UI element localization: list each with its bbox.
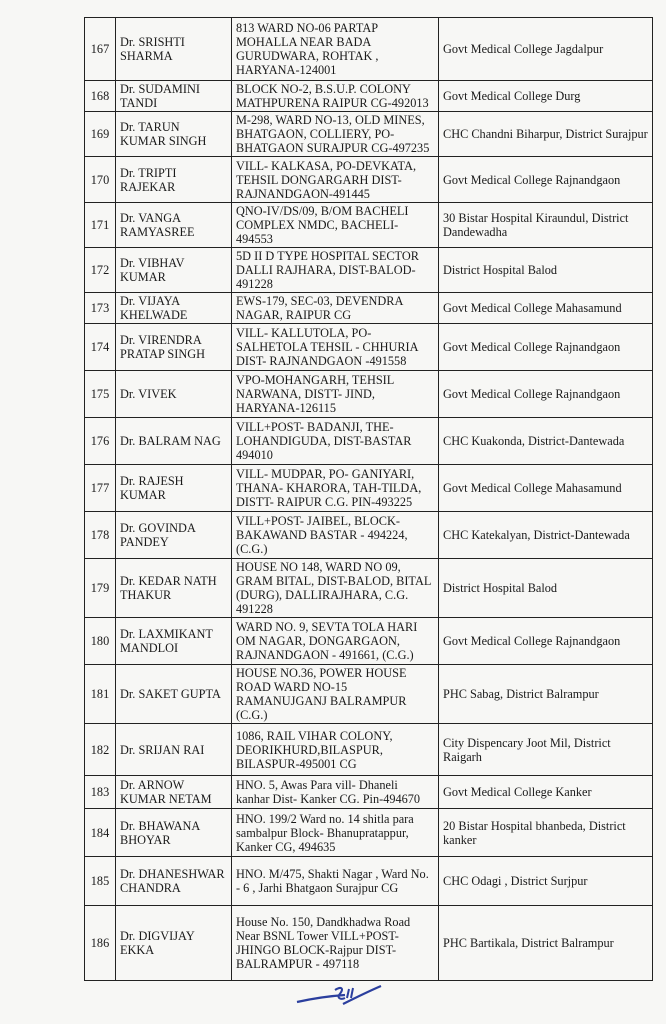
doctor-name-cell: Dr. SRIJAN RAI bbox=[116, 724, 232, 776]
serial-number-cell: 176 bbox=[85, 418, 116, 465]
address-cell: WARD NO. 9, SEVTA TOLA HARI OM NAGAR, DONGARGAON, RAJNANDGAON - 491661, (C.G.) bbox=[232, 618, 439, 665]
posting-cell: CHC Odagi , District Surjpur bbox=[439, 857, 653, 906]
table-row bbox=[85, 809, 653, 857]
address-cell: BLOCK NO-2, B.S.U.P. COLONY MATHPURENA RAIPUR CG-492013 bbox=[232, 81, 439, 112]
doctor-name-cell: Dr. KEDAR NATH THAKUR bbox=[116, 559, 232, 618]
posting-cell: CHC Chandni Biharpur, District Surajpur bbox=[439, 112, 653, 157]
posting-cell: Govt Medical College Durg bbox=[439, 81, 653, 112]
posting-cell: Govt Medical College Rajnandgaon bbox=[439, 157, 653, 203]
table-row bbox=[85, 418, 653, 465]
posting-cell: CHC Kuakonda, District-Dantewada bbox=[439, 418, 653, 465]
address-cell: HNO. 199/2 Ward no. 14 shitla para sambalpur Block- Bhanupratappur, Kanker CG, 494635 bbox=[232, 809, 439, 857]
serial-number-cell: 170 bbox=[85, 157, 116, 203]
doctor-name-cell: Dr. ARNOW KUMAR NETAM bbox=[116, 776, 232, 809]
table-row bbox=[85, 157, 653, 203]
address-cell: VPO-MOHANGARH, TEHSIL NARWANA, DISTT- JIND, HARYANA-126115 bbox=[232, 371, 439, 418]
signature bbox=[295, 978, 385, 1010]
address-cell: M-298, WARD NO-13, OLD MINES, BHATGAON, COLLIERY, PO-BHATGAON SURAJPUR CG-497235 bbox=[232, 112, 439, 157]
table-row bbox=[85, 203, 653, 248]
posting-cell: City Dispencary Joot Mil, District Raigarh bbox=[439, 724, 653, 776]
serial-number-cell: 177 bbox=[85, 465, 116, 512]
serial-number-cell: 179 bbox=[85, 559, 116, 618]
posting-cell: CHC Katekalyan, District-Dantewada bbox=[439, 512, 653, 559]
table-row bbox=[85, 559, 653, 618]
doctor-name-cell: Dr. DHANESHWAR CHANDRA bbox=[116, 857, 232, 906]
doctor-name-cell: Dr. BALRAM NAG bbox=[116, 418, 232, 465]
table-row bbox=[85, 293, 653, 324]
serial-number-cell: 173 bbox=[85, 293, 116, 324]
serial-number-cell: 184 bbox=[85, 809, 116, 857]
address-cell: 5D II D TYPE HOSPITAL SECTOR DALLI RAJHARA, DIST-BALOD-491228 bbox=[232, 248, 439, 293]
posting-cell: Govt Medical College Kanker bbox=[439, 776, 653, 809]
address-cell: HOUSE NO.36, POWER HOUSE ROAD WARD NO-15 RAMANUJGANJ BALRAMPUR (C.G.) bbox=[232, 665, 439, 724]
doctor-name-cell: Dr. SRISHTI SHARMA bbox=[116, 18, 232, 81]
address-cell: VILL- MUDPAR, PO- GANIYARI, THANA- KHARORA, TAH-TILDA, DISTT- RAIPUR C.G. PIN-493225 bbox=[232, 465, 439, 512]
serial-number-cell: 185 bbox=[85, 857, 116, 906]
doctor-name-cell: Dr. SUDAMINI TANDI bbox=[116, 81, 232, 112]
table-row bbox=[85, 248, 653, 293]
doctor-name-cell: Dr. VIRENDRA PRATAP SINGH bbox=[116, 324, 232, 371]
address-cell: 1086, RAIL VIHAR COLONY, DEORIKHURD,BILASPUR, BILASPUR-495001 CG bbox=[232, 724, 439, 776]
address-cell: EWS-179, SEC-03, DEVENDRA NAGAR, RAIPUR CG bbox=[232, 293, 439, 324]
doctor-name-cell: Dr. SAKET GUPTA bbox=[116, 665, 232, 724]
serial-number-cell: 182 bbox=[85, 724, 116, 776]
serial-number-cell: 178 bbox=[85, 512, 116, 559]
posting-cell: 20 Bistar Hospital bhanbeda, District kanker bbox=[439, 809, 653, 857]
doctor-name-cell: Dr. VANGA RAMYASREE bbox=[116, 203, 232, 248]
doctor-name-cell: Dr. TRIPTI RAJEKAR bbox=[116, 157, 232, 203]
table-row bbox=[85, 465, 653, 512]
doctor-name-cell: Dr. RAJESH KUMAR bbox=[116, 465, 232, 512]
address-cell: VILL+POST- JAIBEL, BLOCK-BAKAWAND BASTAR - 494224, (C.G.) bbox=[232, 512, 439, 559]
serial-number-cell: 180 bbox=[85, 618, 116, 665]
table-row bbox=[85, 906, 653, 981]
posting-cell: District Hospital Balod bbox=[439, 248, 653, 293]
address-cell: 813 WARD NO-06 PARTAP MOHALLA NEAR BADA GURUDWARA, ROHTAK , HARYANA-124001 bbox=[232, 18, 439, 81]
serial-number-cell: 181 bbox=[85, 665, 116, 724]
address-cell: VILL+POST- BADANJI, THE-LOHANDIGUDA, DIST-BASTAR 494010 bbox=[232, 418, 439, 465]
table-row bbox=[85, 618, 653, 665]
doctor-name-cell: Dr. DIGVIJAY EKKA bbox=[116, 906, 232, 981]
table-row bbox=[85, 665, 653, 724]
address-cell: QNO-IV/DS/09, B/OM BACHELI COMPLEX NMDC, BACHELI-494553 bbox=[232, 203, 439, 248]
posting-cell: Govt Medical College Rajnandgaon bbox=[439, 618, 653, 665]
posting-cell: Govt Medical College Mahasamund bbox=[439, 465, 653, 512]
serial-number-cell: 172 bbox=[85, 248, 116, 293]
address-cell: VILL- KALLUTOLA, PO-SALHETOLA TEHSIL - CHHURIA DIST- RAJNANDGAON -491558 bbox=[232, 324, 439, 371]
doctor-posting-table bbox=[84, 17, 653, 981]
table-row bbox=[85, 371, 653, 418]
doctor-name-cell: Dr. BHAWANA BHOYAR bbox=[116, 809, 232, 857]
serial-number-cell: 175 bbox=[85, 371, 116, 418]
table-row bbox=[85, 776, 653, 809]
address-cell: HOUSE NO 148, WARD NO 09, GRAM BITAL, DIST-BALOD, BITAL (DURG), DALLIRAJHARA, C.G. 491228 bbox=[232, 559, 439, 618]
address-cell: HNO. M/475, Shakti Nagar , Ward No. - 6 , Jarhi Bhatgaon Surajpur CG bbox=[232, 857, 439, 906]
doctor-name-cell: Dr. VIVEK bbox=[116, 371, 232, 418]
table-row bbox=[85, 857, 653, 906]
doctor-name-cell: Dr. TARUN KUMAR SINGH bbox=[116, 112, 232, 157]
table-row bbox=[85, 324, 653, 371]
posting-cell: Govt Medical College Mahasamund bbox=[439, 293, 653, 324]
doctor-name-cell: Dr. LAXMIKANT MANDLOI bbox=[116, 618, 232, 665]
table-row bbox=[85, 18, 653, 81]
doctor-name-cell: Dr. VIBHAV KUMAR bbox=[116, 248, 232, 293]
address-cell: House No. 150, Dandkhadwa Road Near BSNL Tower VILL+POST- JHINGO BLOCK-Rajpur DIST- BALRAMPUR - 497118 bbox=[232, 906, 439, 981]
table-row bbox=[85, 112, 653, 157]
serial-number-cell: 167 bbox=[85, 18, 116, 81]
table-row bbox=[85, 512, 653, 559]
posting-cell: Govt Medical College Jagdalpur bbox=[439, 18, 653, 81]
table-row bbox=[85, 724, 653, 776]
posting-cell: 30 Bistar Hospital Kiraundul, District Dandewadha bbox=[439, 203, 653, 248]
serial-number-cell: 171 bbox=[85, 203, 116, 248]
serial-number-cell: 169 bbox=[85, 112, 116, 157]
posting-cell: District Hospital Balod bbox=[439, 559, 653, 618]
posting-cell: PHC Sabag, District Balrampur bbox=[439, 665, 653, 724]
serial-number-cell: 168 bbox=[85, 81, 116, 112]
serial-number-cell: 174 bbox=[85, 324, 116, 371]
table-row bbox=[85, 81, 653, 112]
posting-cell: PHC Bartikala, District Balrampur bbox=[439, 906, 653, 981]
posting-cell: Govt Medical College Rajnandgaon bbox=[439, 371, 653, 418]
posting-cell: Govt Medical College Rajnandgaon bbox=[439, 324, 653, 371]
address-cell: HNO. 5, Awas Para vill- Dhaneli kanhar Dist- Kanker CG. Pin-494670 bbox=[232, 776, 439, 809]
serial-number-cell: 186 bbox=[85, 906, 116, 981]
doctor-name-cell: Dr. GOVINDA PANDEY bbox=[116, 512, 232, 559]
doctor-name-cell: Dr. VIJAYA KHELWADE bbox=[116, 293, 232, 324]
serial-number-cell: 183 bbox=[85, 776, 116, 809]
address-cell: VILL- KALKASA, PO-DEVKATA, TEHSIL DONGARGARH DIST-RAJNANDGAON-491445 bbox=[232, 157, 439, 203]
